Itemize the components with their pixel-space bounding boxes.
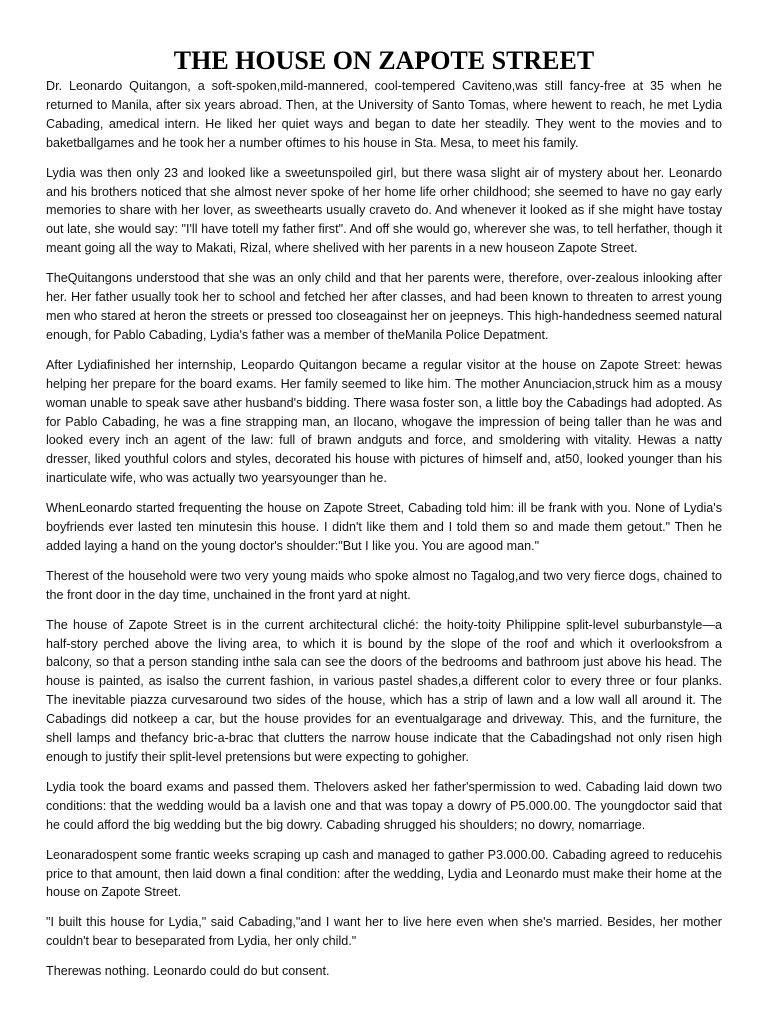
paragraph-8: Lydia took the board exams and passed them. Thelovers asked her father'spermission to wed. Cabading laid down two conditions: that the wedding would ba a lavish one and that was topay a dowry of P5.000.00. The youngdoctor said that he could afford the big wedding but the big dowry. Cabading shrugged his shoulders; no dowry, nomarriage. — [46, 779, 722, 832]
paragraph-2: Lydia was then only 23 and looked like a sweetunspoiled girl, but there wasa slight air of mystery about her. Leonardo and his brothers noticed that she almost never spoke of her home life orher childhood; she seemed to have no gay early memories to share with her lover, as sweethearts usually craveto do. And whenever it looked as if she might have tostay out late, she would say: "I'll have totell my father first". And off she would go, wherever she was, to tell herfather, though it meant going all the way to Makati, Rizal, where shelived with her parents in a new houseon Zapote Street. — [46, 165, 722, 256]
paragraph-10: "I built this house for Lydia," said Cabading,"and I want her to live here even when she's married. Besides, her mother couldn't bear to beseparated from Lydia, her only child." — [46, 915, 722, 949]
document-title: THE HOUSE ON ZAPOTE STREET — [173, 46, 595, 75]
paragraph-3: TheQuitangons understood that she was an only child and that her parents were, therefore, over-zealous inlooking after her. Her father usually took her to school and fetched her after classes, and had been known to threaten to arrest young men who stared at heron the streets or pressed too closeagainst her on jeepneys. This high-handedness seemed natural enough, for Pablo Cabading, Lydia's father was a member of theManila Police Depatment. — [46, 271, 722, 342]
paragraph-1: Dr. Leonardo Quitangon, a soft-spoken,mild-mannered, cool-tempered Caviteno,was still fancy-free at 35 when he returned to Manila, after six years abroad. Then, at the University of Santo Tomas, where hewent to reach, he met Lydia Cabading, amedical intern. He liked her quiet ways and began to date her steadily. They went to the movies and to baketballgames and he took her a number oftimes to his house in Sta. Mesa, to meet his family. — [46, 79, 722, 150]
paragraph-7: The house of Zapote Street is in the current architectural cliché: the hoity-toity Philippine split-level suburbanstyle—a half-story perched above the living area, to which it is bound by the slope of the roof and which it overlooksfrom a balcony, so that a person standing inthe sala can see the doors of the bedrooms and bathroom just above his head. The house is painted, as isalso the current fashion, in various pastel shades,a different color to every three or four planks. The inevitable piazza curvesaround two sides of the house, which has a strip of lawn and a low wall all around it. The Cabadings did notkeep a car, but the house provides for an eventualgarage and driveway. This, and the furniture, the shell lamps and thefancy bric-a-brac that clutters the narrow house indicate that the Cabadingshad not only risen high enough to justify their split-level pretensions but were expecting to gohigher. — [46, 617, 722, 764]
document-page — [46, 46, 722, 992]
paragraph-5: WhenLeonardo started frequenting the house on Zapote Street, Cabading told him: ill be frank with you. None of Lydia's boyfriends ever lasted ten minutesin this house. I didn't like them and I told them so and made them getout." Then he added laying a hand on the young doctor's shoulder:"But I like you. You are agood man." — [46, 501, 722, 553]
paragraph-11: Therewas nothing. Leonardo could do but consent. — [46, 964, 330, 979]
paragraph-4: After Lydiafinished her internship, Leopardo Quitangon became a regular visitor at the house on Zapote Street: hewas helping her prepare for the board exams. Her family seemed to like him. The mother Anunciacion,struck him as a mousy woman unable to speak save ather husband's bidding. There wasa foster son, a little boy the Cabadings had adopted. As for Pablo Cabading, he was a fine strapping man, an Ilocano, whogave the impression of being taller than he was and looked every inch an agent of the law: full of brawn andguts and force, and smoldering with vitality. Hewas a natty dresser, liked youthful colors and styles, decorated his house with pictures of himself and, at50, looked younger than his inarticulate wife, who was actually two yearsyounger than he. — [46, 357, 722, 486]
paragraph-6: Therest of the household were two very young maids who spoke almost no Tagalog,and two very fierce dogs, chained to the front door in the day time, unchained in the front yard at night. — [46, 568, 722, 602]
paragraph-9: Leonaradospent some frantic weeks scraping up cash and managed to gather P3.000.00. Cabading agreed to reducehis price to that amount, then laid down a final condition: after the wedding, Lydia and Leonardo must make their home at the house on Zapote Street. — [46, 847, 722, 900]
